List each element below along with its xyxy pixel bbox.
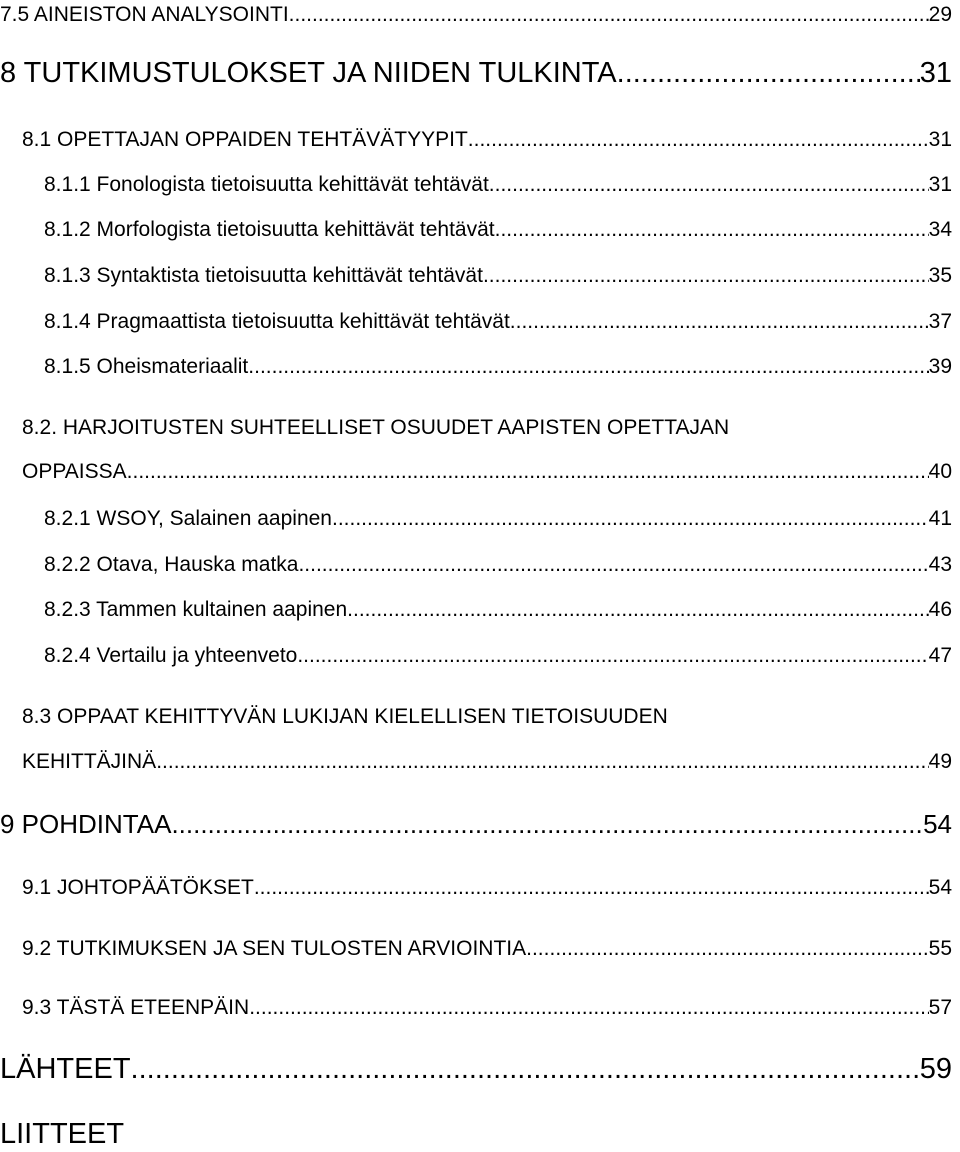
toc-entry-title: 8.1.3 Syntaktista tietoisuutta kehittävät tehtävät [44,264,483,287]
dot-leader [289,3,929,27]
toc-entry-8-2[interactable] [22,460,952,484]
dot-leader [483,264,929,288]
toc-entry-8-2-1[interactable] [44,507,952,531]
toc-entry-8-2-line1[interactable]: 8.2. HARJOITUSTEN SUHTEELLISET OSUUDET AAPISTEN OPETTAJAN [22,416,730,439]
toc-page-number: 47 [928,644,952,667]
toc-entry-9-1[interactable] [22,876,952,900]
toc-page-number: 29 [928,3,952,26]
toc-entry-9[interactable] [0,809,952,840]
toc-page-number: 31 [928,173,952,196]
dot-leader [495,218,929,242]
toc-entry-title: 8 TUTKIMUSTULOKSET JA NIIDEN TULKINTA [0,57,617,89]
dot-leader [617,57,920,90]
toc-entry-9-2[interactable] [22,937,952,961]
toc-page-number: 57 [928,996,952,1019]
toc-entry-8-2-4[interactable] [44,644,952,668]
dot-leader [127,460,929,484]
toc-page-number: 41 [928,507,952,530]
toc-page-number: 46 [928,598,952,621]
toc-page-number: 40 [928,460,952,483]
toc-page-number: 54 [923,809,952,839]
toc-entry-title: 8.1.1 Fonologista tietoisuutta kehittävät tehtävät [44,173,489,196]
toc-entry-title: KEHITTÄJINÄ [22,750,157,773]
toc-entry-8-3-line1[interactable]: 8.3 OPPAAT KEHITTYVÄN LUKIJAN KIELELLISEN TIETOISUUDEN [22,705,668,728]
dot-leader [156,750,928,774]
dot-leader [298,553,928,577]
toc-entry-8-1-1[interactable] [44,173,952,197]
toc-entry-8-2-2[interactable] [44,553,952,577]
toc-entry-title: 9.1 JOHTOPÄÄTÖKSET [22,876,254,899]
toc-entry-7-5[interactable] [0,3,952,27]
toc-page-number: 49 [928,750,952,773]
toc-entry-title: 9.2 TUTKIMUKSEN JA SEN TULOSTEN ARVIOINTIA [22,937,527,960]
dot-leader [510,310,929,334]
toc-entry-8-1-4[interactable] [44,310,952,334]
dot-leader [249,996,928,1020]
toc-page-number: 59 [919,1053,952,1085]
toc-page-number: 37 [928,310,952,333]
dot-leader [489,173,929,197]
toc-page-number: 43 [928,553,952,576]
toc-page-number: 31 [928,128,952,151]
dot-leader [254,876,929,900]
dot-leader [468,128,929,152]
toc-entry-title: 8.1.5 Oheismateriaalit [44,355,249,378]
dot-leader [526,937,929,961]
toc-page-number: 39 [928,355,952,378]
toc-entry-title: 9 POHDINTAA [0,809,172,839]
toc-entry-title: 8.1.4 Pragmaattista tietoisuutta kehittävät tehtävät [44,310,510,333]
dot-leader [131,1053,920,1086]
toc-page-number: 31 [919,57,952,89]
dot-leader [248,355,928,379]
toc-entry-title: 8.2.4 Vertailu ja yhteenveto [44,644,298,667]
toc-entry-title: 9.3 TÄSTÄ ETEENPÄIN [22,996,250,1019]
toc-entry-8-1-2[interactable] [44,218,952,242]
toc-entry-8-1[interactable] [22,128,952,152]
toc-entry-8[interactable] [0,57,952,90]
dot-leader [347,598,928,622]
dot-leader [332,507,929,531]
dot-leader [297,644,928,668]
toc-entry-8-1-5[interactable] [44,355,952,379]
toc-entry-title: 8.1 OPETTAJAN OPPAIDEN TEHTÄVÄTYYPIT [22,128,468,151]
toc-entry-8-3[interactable] [22,750,952,774]
toc-entry-title: LÄHTEET [0,1053,131,1085]
toc-page-number: 55 [928,937,952,960]
toc-entry-8-2-3[interactable] [44,598,952,622]
toc-entry-8-1-3[interactable] [44,264,952,288]
toc-entry-title: 8.1.2 Morfologista tietoisuutta kehittävät tehtävät [44,218,495,241]
dot-leader [171,809,923,840]
toc-entry-title: OPPAISSA [22,460,127,483]
toc-page-number: 34 [928,218,952,241]
toc-entry-liitteet[interactable]: LIITTEET [0,1118,125,1150]
toc-entry-9-3[interactable] [22,996,952,1020]
toc-entry-title: 7.5 AINEISTON ANALYSOINTI [0,3,289,26]
toc-page-number: 35 [928,264,952,287]
toc-entry-title: 8.2.1 WSOY, Salainen aapinen [44,507,332,530]
toc-page-number: 54 [928,876,952,899]
toc-entry-lahteet[interactable] [0,1053,952,1086]
toc-entry-title: 8.2.2 Otava, Hauska matka [44,553,299,576]
toc-entry-title: 8.2.3 Tammen kultainen aapinen [44,598,348,621]
